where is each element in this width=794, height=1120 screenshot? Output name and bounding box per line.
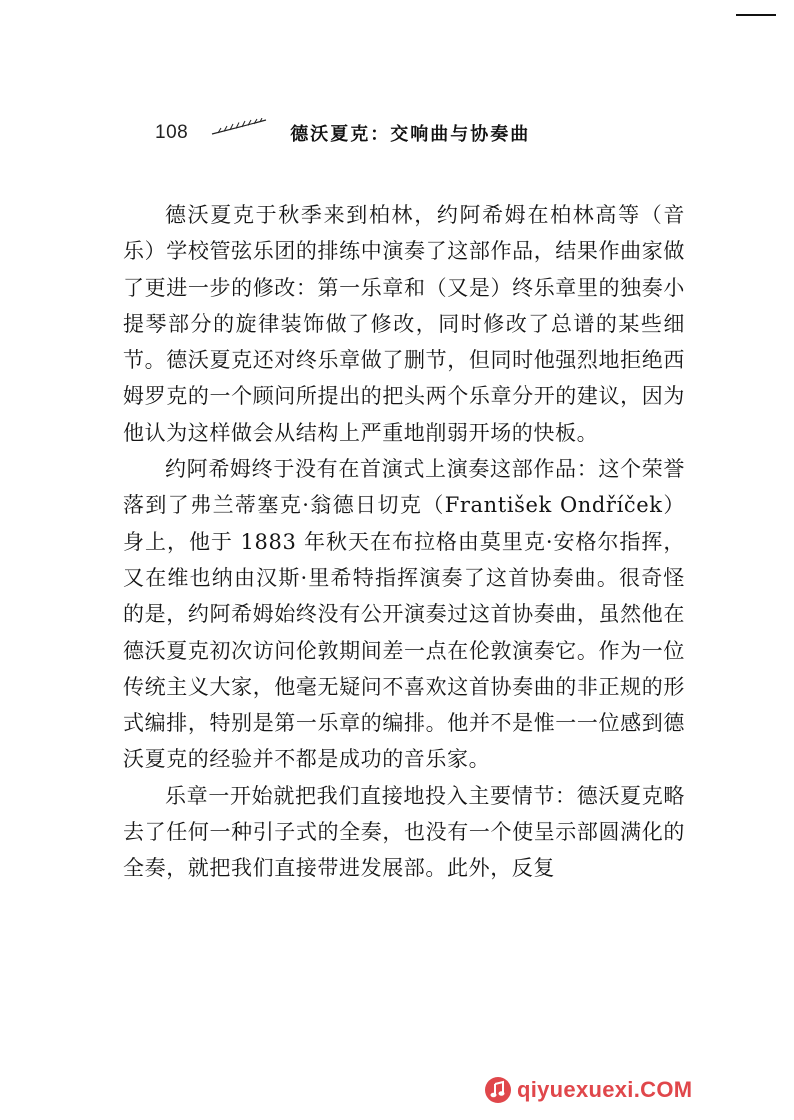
body-text — [123, 197, 685, 887]
running-head-title: 德沃夏克：交响曲与协奏曲 — [290, 124, 531, 145]
paragraph: 乐章一开始就把我们直接地投入主要情节：德沃夏克略去了任何一种引子式的全奏，也没有一个使呈示部圆满化的全奏，就把我们直接带进发展部。此外，反复 — [123, 783, 685, 881]
running-head — [155, 118, 675, 148]
corner-rule — [736, 14, 776, 16]
music-note-logo-icon — [483, 1075, 513, 1105]
watermark — [483, 1072, 783, 1108]
paragraph: 约阿希姆终于没有在首演式上演奏这部作品：这个荣誉落到了弗兰蒂塞克·翁德日切克（František Ondříček）身上，他于 1883 年秋天在布拉格由莫里克·安格尔指挥，又在维也纳由汉斯·里希特指挥演奏了这首协奏曲。很奇怪的是，约阿希姆始终没有公开演奏过这首协奏曲，虽然他在德沃夏克初次访问伦敦期间差一点在伦敦演奏它。作为一位传统主义大家，他毫无疑问不喜欢这首协奏曲的非正规的形式编排，特别是第一乐章的编排。他并不是惟一一位感到德沃夏克的经验并不都是成功的音乐家。 — [123, 457, 685, 772]
watermark-text: qiyuexuexi.COM — [517, 1077, 693, 1102]
quill-ornament-icon — [210, 118, 268, 140]
page-number: 108 — [155, 122, 189, 143]
paragraph: 德沃夏克于秋季来到柏林，约阿希姆在柏林高等（音乐）学校管弦乐团的排练中演奏了这部作品，结果作曲家做了更进一步的修改：第一乐章和（又是）终乐章里的独奏小提琴部分的旋律装饰做了修改，同时修改了总谱的某些细节。德沃夏克还对终乐章做了删节，但同时他强烈地拒绝西姆罗克的一个顾问所提出的把头两个乐章分开的建议，因为他认为这样做会从结构上严重地削弱开场的快板。 — [123, 203, 685, 445]
